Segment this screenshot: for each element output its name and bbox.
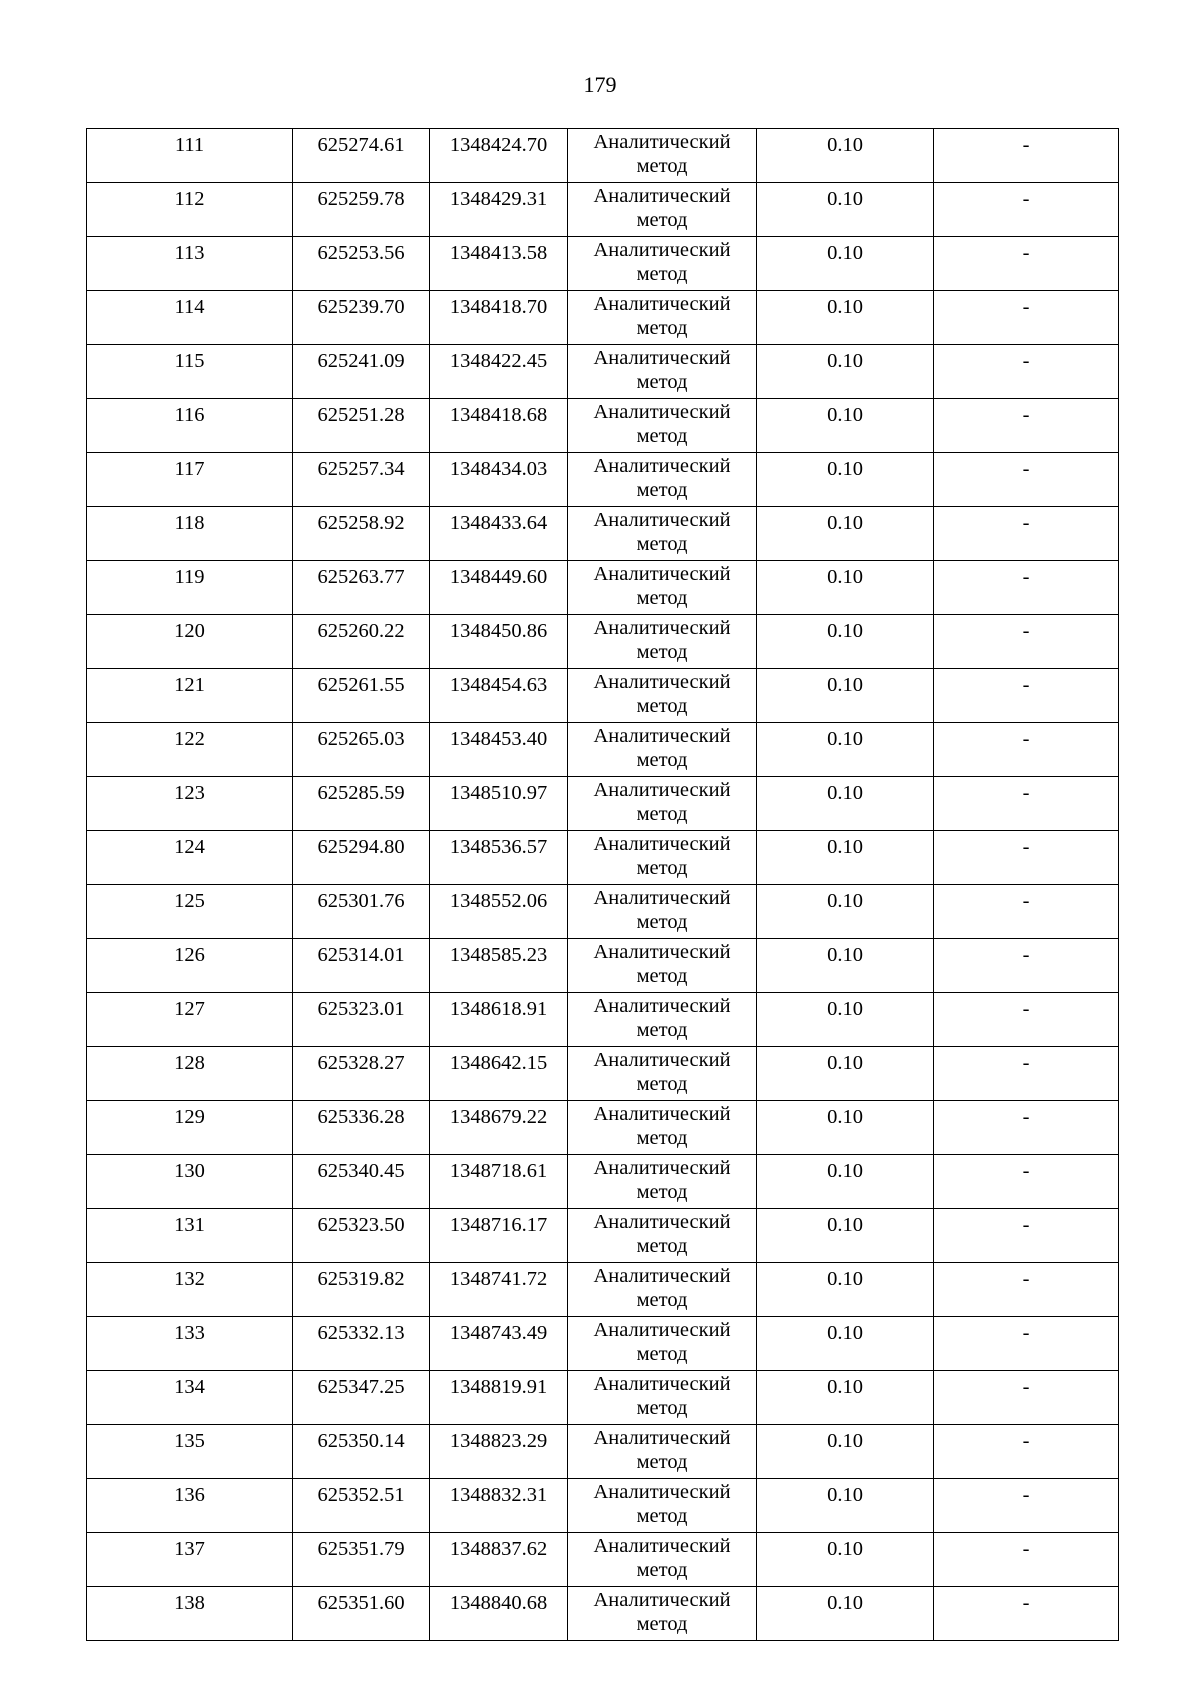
y-coordinate-cell: 1348552.06 (430, 885, 568, 939)
note-cell: - (934, 1047, 1119, 1101)
note-cell: - (934, 237, 1119, 291)
table-row (87, 453, 1119, 507)
method-cell (568, 993, 757, 1047)
method-label-line1: Аналитический (593, 671, 731, 693)
table-row (87, 183, 1119, 237)
note-cell: - (934, 885, 1119, 939)
accuracy-cell: 0.10 (757, 1587, 934, 1641)
table-row (87, 237, 1119, 291)
point-number-cell: 111 (87, 129, 293, 183)
x-coordinate-cell: 625253.56 (293, 237, 430, 291)
y-coordinate-cell: 1348823.29 (430, 1425, 568, 1479)
method-label-line1: Аналитический (593, 1103, 731, 1125)
point-number-cell: 117 (87, 453, 293, 507)
method-label-line1: Аналитический (593, 995, 731, 1017)
method-cell (568, 1587, 757, 1641)
accuracy-cell: 0.10 (757, 777, 934, 831)
method-label-line1: Аналитический (593, 1427, 731, 1449)
method-cell (568, 561, 757, 615)
method-label-line2: метод (636, 425, 688, 447)
accuracy-cell: 0.10 (757, 1533, 934, 1587)
y-coordinate-cell: 1348433.64 (430, 507, 568, 561)
method-cell (568, 345, 757, 399)
y-coordinate-cell: 1348510.97 (430, 777, 568, 831)
x-coordinate-cell: 625251.28 (293, 399, 430, 453)
page-number: 179 (583, 72, 617, 97)
note-cell: - (934, 291, 1119, 345)
accuracy-cell: 0.10 (757, 1479, 934, 1533)
accuracy-cell: 0.10 (757, 615, 934, 669)
note-cell: - (934, 1587, 1119, 1641)
accuracy-cell: 0.10 (757, 939, 934, 993)
method-label-line1: Аналитический (593, 1589, 731, 1611)
note-cell: - (934, 1101, 1119, 1155)
y-coordinate-cell: 1348454.63 (430, 669, 568, 723)
note-cell: - (934, 723, 1119, 777)
point-number-cell: 118 (87, 507, 293, 561)
x-coordinate-cell: 625261.55 (293, 669, 430, 723)
accuracy-cell: 0.10 (757, 237, 934, 291)
x-coordinate-cell: 625314.01 (293, 939, 430, 993)
x-coordinate-cell: 625350.14 (293, 1425, 430, 1479)
method-label-line2: метод (636, 911, 688, 933)
method-label-line2: метод (636, 803, 688, 825)
method-cell (568, 1533, 757, 1587)
point-number-cell: 135 (87, 1425, 293, 1479)
accuracy-cell: 0.10 (757, 1425, 934, 1479)
x-coordinate-cell: 625258.92 (293, 507, 430, 561)
method-label-line2: метод (636, 317, 688, 339)
point-number-cell: 134 (87, 1371, 293, 1425)
method-label-line1: Аналитический (593, 725, 731, 747)
method-cell (568, 1479, 757, 1533)
note-cell: - (934, 183, 1119, 237)
method-label-line2: метод (636, 587, 688, 609)
note-cell: - (934, 507, 1119, 561)
x-coordinate-cell: 625351.79 (293, 1533, 430, 1587)
table-row (87, 507, 1119, 561)
method-label-line1: Аналитический (593, 239, 731, 261)
table-row (87, 777, 1119, 831)
method-label-line1: Аналитический (593, 1481, 731, 1503)
table-row (87, 1479, 1119, 1533)
point-number-cell: 124 (87, 831, 293, 885)
y-coordinate-cell: 1348418.68 (430, 399, 568, 453)
method-label-line1: Аналитический (593, 509, 731, 531)
method-label-line2: метод (636, 1451, 688, 1473)
point-number-cell: 127 (87, 993, 293, 1047)
y-coordinate-cell: 1348449.60 (430, 561, 568, 615)
method-label-line1: Аналитический (593, 1319, 731, 1341)
x-coordinate-cell: 625263.77 (293, 561, 430, 615)
accuracy-cell: 0.10 (757, 345, 934, 399)
y-coordinate-cell: 1348679.22 (430, 1101, 568, 1155)
y-coordinate-cell: 1348453.40 (430, 723, 568, 777)
note-cell: - (934, 345, 1119, 399)
method-cell (568, 615, 757, 669)
table-row (87, 669, 1119, 723)
table-row (87, 1209, 1119, 1263)
note-cell: - (934, 1425, 1119, 1479)
x-coordinate-cell: 625241.09 (293, 345, 430, 399)
accuracy-cell: 0.10 (757, 399, 934, 453)
point-number-cell: 126 (87, 939, 293, 993)
x-coordinate-cell: 625259.78 (293, 183, 430, 237)
method-cell (568, 1263, 757, 1317)
method-label-line2: метод (636, 641, 688, 663)
method-label-line1: Аналитический (593, 1049, 731, 1071)
table-row (87, 1425, 1119, 1479)
accuracy-cell: 0.10 (757, 183, 934, 237)
method-label-line2: метод (636, 533, 688, 555)
x-coordinate-cell: 625265.03 (293, 723, 430, 777)
accuracy-cell: 0.10 (757, 1317, 934, 1371)
note-cell: - (934, 777, 1119, 831)
method-label-line2: метод (636, 749, 688, 771)
x-coordinate-cell: 625323.01 (293, 993, 430, 1047)
note-cell: - (934, 669, 1119, 723)
method-label-line1: Аналитический (593, 833, 731, 855)
note-cell: - (934, 939, 1119, 993)
table-row (87, 1533, 1119, 1587)
note-cell: - (934, 831, 1119, 885)
method-label-line1: Аналитический (593, 887, 731, 909)
method-label-line2: метод (636, 263, 688, 285)
method-label-line2: метод (636, 1289, 688, 1311)
method-label-line1: Аналитический (593, 1265, 731, 1287)
method-label-line2: метод (636, 1397, 688, 1419)
y-coordinate-cell: 1348429.31 (430, 183, 568, 237)
y-coordinate-cell: 1348424.70 (430, 129, 568, 183)
table-row (87, 993, 1119, 1047)
method-cell (568, 1425, 757, 1479)
method-cell (568, 885, 757, 939)
table-row (87, 723, 1119, 777)
method-label-line1: Аналитический (593, 293, 731, 315)
note-cell: - (934, 1263, 1119, 1317)
x-coordinate-cell: 625332.13 (293, 1317, 430, 1371)
method-cell (568, 669, 757, 723)
x-coordinate-cell: 625328.27 (293, 1047, 430, 1101)
table-row (87, 885, 1119, 939)
note-cell: - (934, 1209, 1119, 1263)
accuracy-cell: 0.10 (757, 885, 934, 939)
method-cell (568, 723, 757, 777)
method-label-line1: Аналитический (593, 1535, 731, 1557)
accuracy-cell: 0.10 (757, 1047, 934, 1101)
accuracy-cell: 0.10 (757, 1209, 934, 1263)
point-number-cell: 125 (87, 885, 293, 939)
note-cell: - (934, 1533, 1119, 1587)
method-label-line1: Аналитический (593, 401, 731, 423)
accuracy-cell: 0.10 (757, 561, 934, 615)
y-coordinate-cell: 1348840.68 (430, 1587, 568, 1641)
method-label-line2: метод (636, 371, 688, 393)
method-label-line1: Аналитический (593, 779, 731, 801)
method-label-line2: метод (636, 1019, 688, 1041)
method-cell (568, 1047, 757, 1101)
method-label-line2: метод (636, 155, 688, 177)
y-coordinate-cell: 1348642.15 (430, 1047, 568, 1101)
point-number-cell: 112 (87, 183, 293, 237)
method-label-line2: метод (636, 1181, 688, 1203)
point-number-cell: 116 (87, 399, 293, 453)
method-cell (568, 183, 757, 237)
point-number-cell: 119 (87, 561, 293, 615)
point-number-cell: 137 (87, 1533, 293, 1587)
accuracy-cell: 0.10 (757, 129, 934, 183)
coordinates-table (86, 128, 1119, 1641)
method-cell (568, 1209, 757, 1263)
method-label-line2: метод (636, 1559, 688, 1581)
y-coordinate-cell: 1348718.61 (430, 1155, 568, 1209)
method-label-line1: Аналитический (593, 185, 731, 207)
method-label-line2: метод (636, 857, 688, 879)
x-coordinate-cell: 625351.60 (293, 1587, 430, 1641)
y-coordinate-cell: 1348450.86 (430, 615, 568, 669)
point-number-cell: 130 (87, 1155, 293, 1209)
table-row (87, 1317, 1119, 1371)
method-label-line1: Аналитический (593, 1211, 731, 1233)
y-coordinate-cell: 1348413.58 (430, 237, 568, 291)
method-label-line2: метод (636, 965, 688, 987)
y-coordinate-cell: 1348741.72 (430, 1263, 568, 1317)
accuracy-cell: 0.10 (757, 1263, 934, 1317)
note-cell: - (934, 1479, 1119, 1533)
table-row (87, 1587, 1119, 1641)
note-cell: - (934, 1371, 1119, 1425)
y-coordinate-cell: 1348422.45 (430, 345, 568, 399)
point-number-cell: 115 (87, 345, 293, 399)
method-label-line2: метод (636, 479, 688, 501)
accuracy-cell: 0.10 (757, 291, 934, 345)
method-cell (568, 507, 757, 561)
method-label-line2: метод (636, 1343, 688, 1365)
x-coordinate-cell: 625319.82 (293, 1263, 430, 1317)
note-cell: - (934, 453, 1119, 507)
note-cell: - (934, 399, 1119, 453)
method-label-line2: метод (636, 1505, 688, 1527)
method-label-line1: Аналитический (593, 941, 731, 963)
y-coordinate-cell: 1348837.62 (430, 1533, 568, 1587)
method-cell (568, 777, 757, 831)
y-coordinate-cell: 1348618.91 (430, 993, 568, 1047)
table-row (87, 345, 1119, 399)
method-label-line1: Аналитический (593, 617, 731, 639)
table-row (87, 1047, 1119, 1101)
method-cell (568, 1371, 757, 1425)
table-row (87, 1371, 1119, 1425)
note-cell: - (934, 561, 1119, 615)
table-row (87, 1101, 1119, 1155)
x-coordinate-cell: 625301.76 (293, 885, 430, 939)
point-number-cell: 136 (87, 1479, 293, 1533)
method-label-line1: Аналитический (593, 1373, 731, 1395)
point-number-cell: 132 (87, 1263, 293, 1317)
x-coordinate-cell: 625257.34 (293, 453, 430, 507)
table-row (87, 1263, 1119, 1317)
point-number-cell: 122 (87, 723, 293, 777)
x-coordinate-cell: 625347.25 (293, 1371, 430, 1425)
note-cell: - (934, 993, 1119, 1047)
accuracy-cell: 0.10 (757, 453, 934, 507)
point-number-cell: 114 (87, 291, 293, 345)
method-label-line1: Аналитический (593, 563, 731, 585)
note-cell: - (934, 615, 1119, 669)
point-number-cell: 123 (87, 777, 293, 831)
method-label-line1: Аналитический (593, 1157, 731, 1179)
method-cell (568, 1155, 757, 1209)
point-number-cell: 129 (87, 1101, 293, 1155)
y-coordinate-cell: 1348743.49 (430, 1317, 568, 1371)
note-cell: - (934, 1155, 1119, 1209)
method-label-line2: метод (636, 1127, 688, 1149)
point-number-cell: 133 (87, 1317, 293, 1371)
table-row (87, 291, 1119, 345)
x-coordinate-cell: 625239.70 (293, 291, 430, 345)
method-cell (568, 291, 757, 345)
x-coordinate-cell: 625352.51 (293, 1479, 430, 1533)
method-label-line2: метод (636, 209, 688, 231)
method-label-line2: метод (636, 1613, 688, 1635)
y-coordinate-cell: 1348585.23 (430, 939, 568, 993)
method-label-line2: метод (636, 1235, 688, 1257)
y-coordinate-cell: 1348832.31 (430, 1479, 568, 1533)
point-number-cell: 138 (87, 1587, 293, 1641)
accuracy-cell: 0.10 (757, 723, 934, 777)
method-cell (568, 939, 757, 993)
table-row (87, 1155, 1119, 1209)
point-number-cell: 121 (87, 669, 293, 723)
y-coordinate-cell: 1348536.57 (430, 831, 568, 885)
method-label-line1: Аналитический (593, 455, 731, 477)
point-number-cell: 128 (87, 1047, 293, 1101)
method-label-line2: метод (636, 1073, 688, 1095)
accuracy-cell: 0.10 (757, 669, 934, 723)
y-coordinate-cell: 1348716.17 (430, 1209, 568, 1263)
table-row (87, 561, 1119, 615)
point-number-cell: 131 (87, 1209, 293, 1263)
method-label-line1: Аналитический (593, 131, 731, 153)
point-number-cell: 113 (87, 237, 293, 291)
point-number-cell: 120 (87, 615, 293, 669)
table-row (87, 831, 1119, 885)
accuracy-cell: 0.10 (757, 507, 934, 561)
x-coordinate-cell: 625323.50 (293, 1209, 430, 1263)
accuracy-cell: 0.10 (757, 1155, 934, 1209)
x-coordinate-cell: 625274.61 (293, 129, 430, 183)
method-cell (568, 129, 757, 183)
y-coordinate-cell: 1348819.91 (430, 1371, 568, 1425)
y-coordinate-cell: 1348434.03 (430, 453, 568, 507)
method-cell (568, 831, 757, 885)
x-coordinate-cell: 625294.80 (293, 831, 430, 885)
coordinates-table-body (87, 129, 1119, 1641)
y-coordinate-cell: 1348418.70 (430, 291, 568, 345)
method-cell (568, 453, 757, 507)
method-label-line2: метод (636, 695, 688, 717)
method-cell (568, 237, 757, 291)
table-row (87, 399, 1119, 453)
note-cell: - (934, 1317, 1119, 1371)
method-cell (568, 399, 757, 453)
accuracy-cell: 0.10 (757, 831, 934, 885)
accuracy-cell: 0.10 (757, 1371, 934, 1425)
method-cell (568, 1317, 757, 1371)
x-coordinate-cell: 625260.22 (293, 615, 430, 669)
table-row (87, 129, 1119, 183)
accuracy-cell: 0.10 (757, 993, 934, 1047)
method-label-line1: Аналитический (593, 347, 731, 369)
x-coordinate-cell: 625336.28 (293, 1101, 430, 1155)
note-cell: - (934, 129, 1119, 183)
table-row (87, 939, 1119, 993)
accuracy-cell: 0.10 (757, 1101, 934, 1155)
table-row (87, 615, 1119, 669)
method-cell (568, 1101, 757, 1155)
x-coordinate-cell: 625285.59 (293, 777, 430, 831)
x-coordinate-cell: 625340.45 (293, 1155, 430, 1209)
